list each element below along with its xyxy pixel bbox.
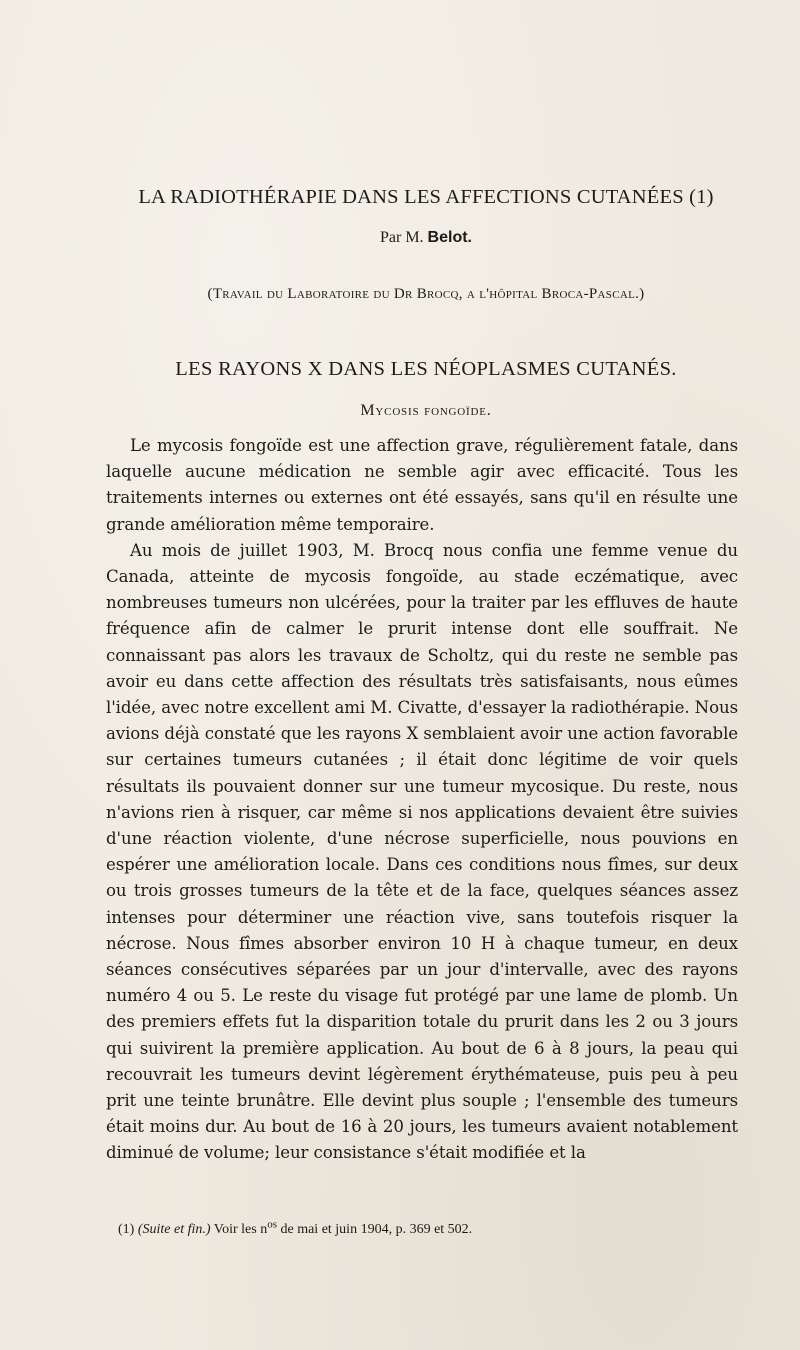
footnote-italic: (Suite et fin.): [137, 1222, 211, 1237]
byline-prefix: Par M.: [379, 229, 424, 246]
byline: [110, 229, 742, 247]
subsection-title: Mycosis fongoïde.: [360, 402, 492, 419]
paragraph: Le mycosis fongoïde est une affection grave, régulièrement fatale, dans laquelle aucune médication ne semble agir avec efficacité. Tous les traitements internes ou externes ont été essayés, sans qu'il en résulte une grande amélioration même temporaire.: [106, 436, 738, 534]
footnote-marker: (1): [118, 1222, 135, 1237]
article-title: LA RADIOTHÉRAPIE DANS LES AFFECTIONS CUTANÉES (1): [138, 186, 714, 208]
author-name: Belot.: [427, 229, 472, 246]
footnote-text-a: Voir les n: [213, 1222, 268, 1237]
article-body: [106, 433, 738, 1167]
section-title: LES RAYONS X DANS LES NÉOPLASMES CUTANÉS.: [175, 358, 677, 380]
footnote-text-b: de mai et juin 1904, p. 369 et 502.: [280, 1222, 473, 1237]
footnote-sup: os: [267, 1218, 277, 1231]
affiliation: (Travail du Laboratoire du Dr Brocq, a l'hôpital Broca-Pascal.): [207, 286, 645, 302]
footnote: [118, 1218, 738, 1238]
paragraph: Au mois de juillet 1903, M. Brocq nous confia une femme venue du Canada, atteinte de mycosis fongoïde, au stade eczématique, avec nombreuses tumeurs non ulcérées, pour la traiter par les effluves de haute fréquence afin de calmer le prurit intense dont elle souffrait. Ne connaissant pas alors les travaux de Scholtz, qui du reste ne semble pas avoir eu dans cette affection des résultats très satisfaisants, nous eûmes l'idée, avec notre excellent ami M. Civatte, d'essayer la radiothérapie. Nous avions déjà constaté que les rayons X semblaient avoir une action favorable sur certaines tumeurs cutanées ; il était donc légitime de voir quels résultats ils pouvaient donner sur une tumeur mycosique. Du reste, nous n'avions rien à risquer, car même si nos applications devaient être suivies d'une réaction violente, d'une nécrose superficielle, nous pouvions en espérer une amélioration locale. Dans ces conditions nous fîmes, sur deux ou trois grosses tumeurs de la tête et de la face, quelques séances assez intenses pour déterminer une réaction vive, sans toutefois risquer la nécrose. Nous fîmes absorber environ 10 H à chaque tumeur, en deux séances consécutives séparées par un jour d'intervalle, avec des rayons numéro 4 ou 5. Le reste du visage fut protégé par une lame de plomb. Un des premiers effets fut la disparition totale du prurit dans les 2 ou 3 jours qui suivirent la première application. Au bout de 6 à 8 jours, la peau qui recouvrait les tumeurs devint légèrement érythémateuse, puis peu à peu prit une teinte brunâtre. Elle devint plus souple ; l'ensemble des tumeurs était moins dur. Au bout de 16 à 20 jours, les tumeurs avaient notablement diminué de volume; leur consistance s'était modifiée et la: [106, 540, 738, 1163]
